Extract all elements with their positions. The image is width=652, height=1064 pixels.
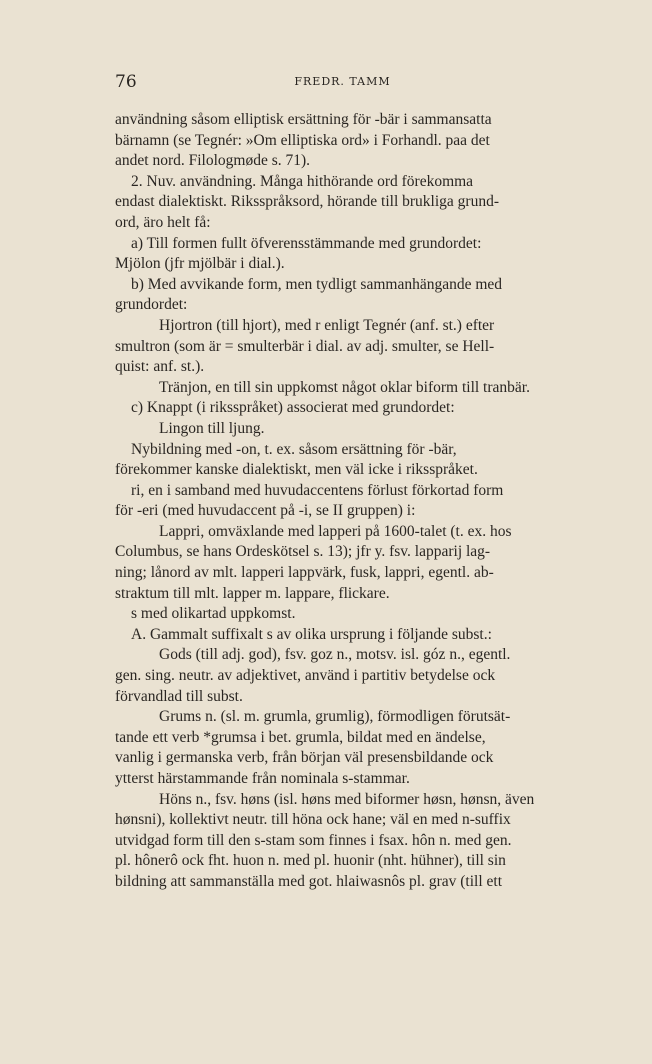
page-header	[115, 72, 570, 94]
text-line: Lingon till ljung.	[159, 419, 265, 437]
body-text	[115, 110, 595, 893]
text-line: grundordet:	[115, 296, 188, 314]
text-line: ord, äro helt få:	[115, 213, 211, 231]
text-line: utvidgad form till den s-stam som finnes i fsax. hôn n. med gen.	[115, 831, 512, 849]
text-line: smultron (som är = smulterbär i dial. av adj. smulter, se Hell-	[115, 337, 495, 355]
text-line: tande ett verb *grumsa i bet. grumla, bildat med en ändelse,	[115, 728, 486, 746]
text-line: Lappri, omväxlande med lapperi på 1600-talet (t. ex. hos	[159, 522, 512, 540]
text-line: ri, en i samband med huvudaccentens förlust förkortad form	[131, 481, 504, 499]
text-line: hønsni), kollektivt neutr. till höna ock hane; väl en med n-suffix	[115, 811, 511, 829]
text-line: andet nord. Filologmøde s. 71).	[115, 152, 311, 170]
text-line: Gods (till adj. god), fsv. goz n., motsv. isl. góz n., egentl.	[159, 646, 511, 664]
text-line: a) Till formen fullt öfverensstämmande med grundordet:	[131, 234, 482, 252]
text-line: Nybildning med -on, t. ex. såsom ersättning för -bär,	[131, 440, 457, 458]
text-line: pl. hônerô ock fht. huon n. med pl. huonir (nht. hühner), till sin	[115, 852, 506, 870]
text-line: Tränjon, en till sin uppkomst något oklar biform till tranbär.	[159, 378, 530, 396]
text-line: b) Med avvikande form, men tydligt sammanhängande med	[131, 275, 503, 293]
text-line: förekommer kanske dialektiskt, men väl icke i riksspråket.	[115, 461, 478, 479]
text-line: Grums n. (sl. m. grumla, grumlig), förmodligen förutsät-	[159, 708, 511, 726]
text-line: c) Knappt (i riksspråket) associerat med grundordet:	[131, 399, 455, 417]
page-number: 76	[115, 72, 137, 92]
text-line: ytterst härstammande från nominala s-stammar.	[115, 770, 410, 787]
text-line: Columbus, se hans Ordeskötsel s. 13); jfr y. fsv. lapparij lag-	[115, 543, 491, 561]
text-line: 2. Nuv. användning. Många hithörande ord förekomma	[131, 172, 474, 190]
text-line: förvandlad till subst.	[115, 687, 243, 705]
text-line: bärnamn (se Tegnér: »Om elliptiska ord» i Forhandl. paa det	[115, 131, 490, 149]
text-line: användning såsom elliptisk ersättning för -bär i sammansatta	[115, 111, 492, 128]
text-line: Mjölon (jfr mjölbär i dial.).	[115, 255, 285, 273]
text-line: gen. sing. neutr. av adjektivet, använd i partitiv betydelse ock	[115, 667, 496, 685]
text-line: quist: anf. st.).	[115, 358, 205, 376]
text-line: bildning att sammanställa med got. hlaiwasnôs pl. grav (till ett	[115, 872, 503, 890]
text-line: ning; lånord av mlt. lapperi lappvärk, fusk, lappri, egentl. ab-	[115, 564, 494, 582]
text-line: endast dialektiskt. Riksspråksord, hörande till brukliga grund-	[115, 193, 499, 211]
text-line: vanlig i germanska verb, från början väl presensbildande ock	[115, 749, 494, 767]
running-head: FREDR. TAMM	[294, 75, 391, 88]
text-line: Hjortron (till hjort), med r enligt Tegnér (anf. st.) efter	[159, 316, 495, 334]
text-line: Höns n., fsv. høns (isl. høns med biformer høsn, hønsn, även	[159, 790, 535, 808]
text-line: för -eri (med huvudaccent på -i, se II gruppen) i:	[115, 502, 416, 520]
text-line: straktum till mlt. lapper m. lappare, flickare.	[115, 584, 390, 602]
text-line: A. Gammalt suffixalt s av olika ursprung i följande subst.:	[131, 625, 492, 643]
text-line: s med olikartad uppkomst.	[131, 605, 296, 623]
